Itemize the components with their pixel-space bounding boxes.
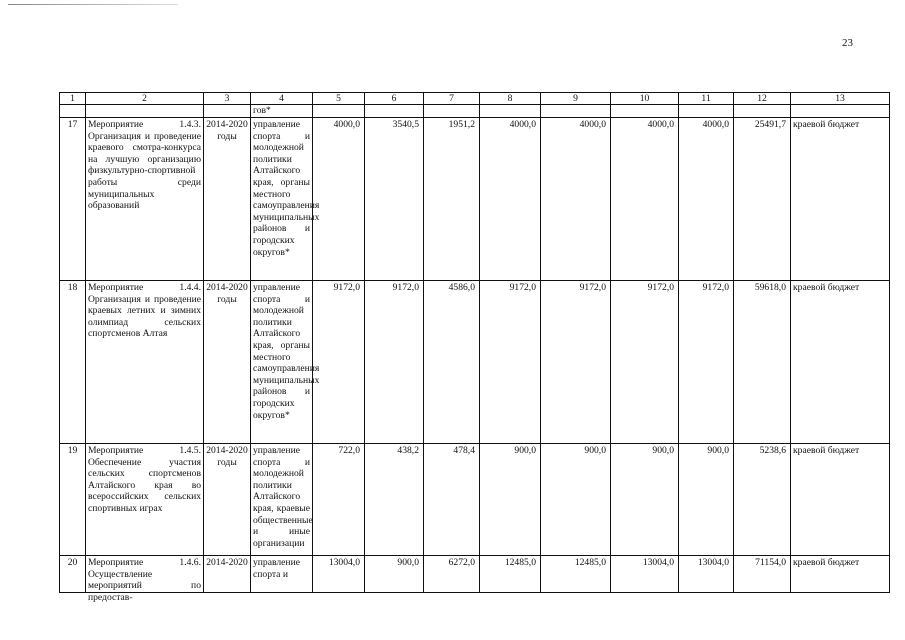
value-col-7: 478,4 [424,444,480,556]
value-col-9: 900,0 [541,444,611,556]
executor-cell: управление спорта и молодежной политики Алтайского края, органы местного самоуправления муниципальных районов и городских округов* [251,281,313,444]
column-header: 12 [734,93,791,105]
table-row [60,118,890,281]
column-header: 11 [679,93,734,105]
value-col-10: 900,0 [611,444,679,556]
page-number: 23 [842,37,853,49]
value-col-12-total: 5238,6 [734,444,791,556]
column-header: 7 [424,93,480,105]
measure-name: Мероприятие 1.4.5. Обеспечение участия сельских спортсменов Алтайского края во всероссийских сельских спортивных играх [86,444,204,556]
carryover-executor-text: гов* [251,105,313,118]
value-col-6: 9172,0 [365,281,424,444]
column-header: 6 [365,93,424,105]
years-cell: 2014-2020 [204,556,251,593]
value-col-8: 9172,0 [480,281,541,444]
value-col-9: 9172,0 [541,281,611,444]
column-header: 3 [204,93,251,105]
column-header: 9 [541,93,611,105]
column-header: 1 [60,93,86,105]
row-number: 18 [60,281,86,444]
value-col-6: 438,2 [365,444,424,556]
row-number: 19 [60,444,86,556]
table-row-partial [60,556,890,593]
value-col-11: 9172,0 [679,281,734,444]
executor-cell: управление спорта и молодежной политики Алтайского края, органы местного самоуправления муниципальных районов и городских округов* [251,118,313,281]
row-number: 17 [60,118,86,281]
years-cell: 2014-2020 годы [204,118,251,281]
measure-name [86,556,204,603]
value-col-10: 13004,0 [611,556,679,593]
column-header: 5 [313,93,365,105]
value-col-7: 6272,0 [424,556,480,593]
funding-source: краевой бюджет [791,118,890,281]
row-number: 20 [60,556,86,593]
carryover-row [60,105,890,118]
value-col-5: 722,0 [313,444,365,556]
scan-artifact-line [8,4,178,5]
column-header: 4 [251,93,313,105]
table-row [60,281,890,444]
table-row [60,444,890,556]
value-col-10: 9172,0 [611,281,679,444]
years-cell: 2014-2020 годы [204,444,251,556]
executor-cell: управление спорта и [251,556,313,593]
value-col-8: 12485,0 [480,556,541,593]
value-col-6: 900,0 [365,556,424,593]
value-col-6: 3540,5 [365,118,424,281]
funding-source: краевой бюджет [791,444,890,556]
value-col-7: 4586,0 [424,281,480,444]
value-col-12-total: 71154,0 [734,556,791,593]
value-col-11: 13004,0 [679,556,734,593]
value-col-7: 1951,2 [424,118,480,281]
column-header: 8 [480,93,541,105]
column-header: 13 [791,93,890,105]
value-col-5: 4000,0 [313,118,365,281]
value-col-8: 4000,0 [480,118,541,281]
column-number-header-row [60,93,890,105]
value-col-9: 4000,0 [541,118,611,281]
measure-name: Мероприятие 1.4.4. Организация и проведение краевых летних и зимних олимпиад сельских спортсменов Алтая [86,281,204,444]
executor-cell: управление спорта и молодежной политики Алтайского края, краевые общественные и иные организации [251,444,313,556]
value-col-10: 4000,0 [611,118,679,281]
value-col-8: 900,0 [480,444,541,556]
funding-source: краевой бюджет [791,281,890,444]
value-col-11: 900,0 [679,444,734,556]
years-cell: 2014-2020 годы [204,281,251,444]
value-col-12-total: 25491,7 [734,118,791,281]
program-measures-table-wrapper [59,92,890,603]
measure-name-text: Мероприятие 1.4.6. Осуществление мероприятий по предостав- [88,557,201,603]
column-header: 10 [611,93,679,105]
measure-name: Мероприятие 1.4.3. Организация и проведение краевого смотра-конкурса на лучшую организацию физкультурно-спортивной работы среди муниципальных образований [86,118,204,281]
value-col-11: 4000,0 [679,118,734,281]
program-measures-table [59,92,890,603]
value-col-12-total: 59618,0 [734,281,791,444]
funding-source: краевой бюджет [791,556,890,593]
value-col-9: 12485,0 [541,556,611,593]
column-header: 2 [86,93,204,105]
value-col-5: 9172,0 [313,281,365,444]
value-col-5: 13004,0 [313,556,365,593]
